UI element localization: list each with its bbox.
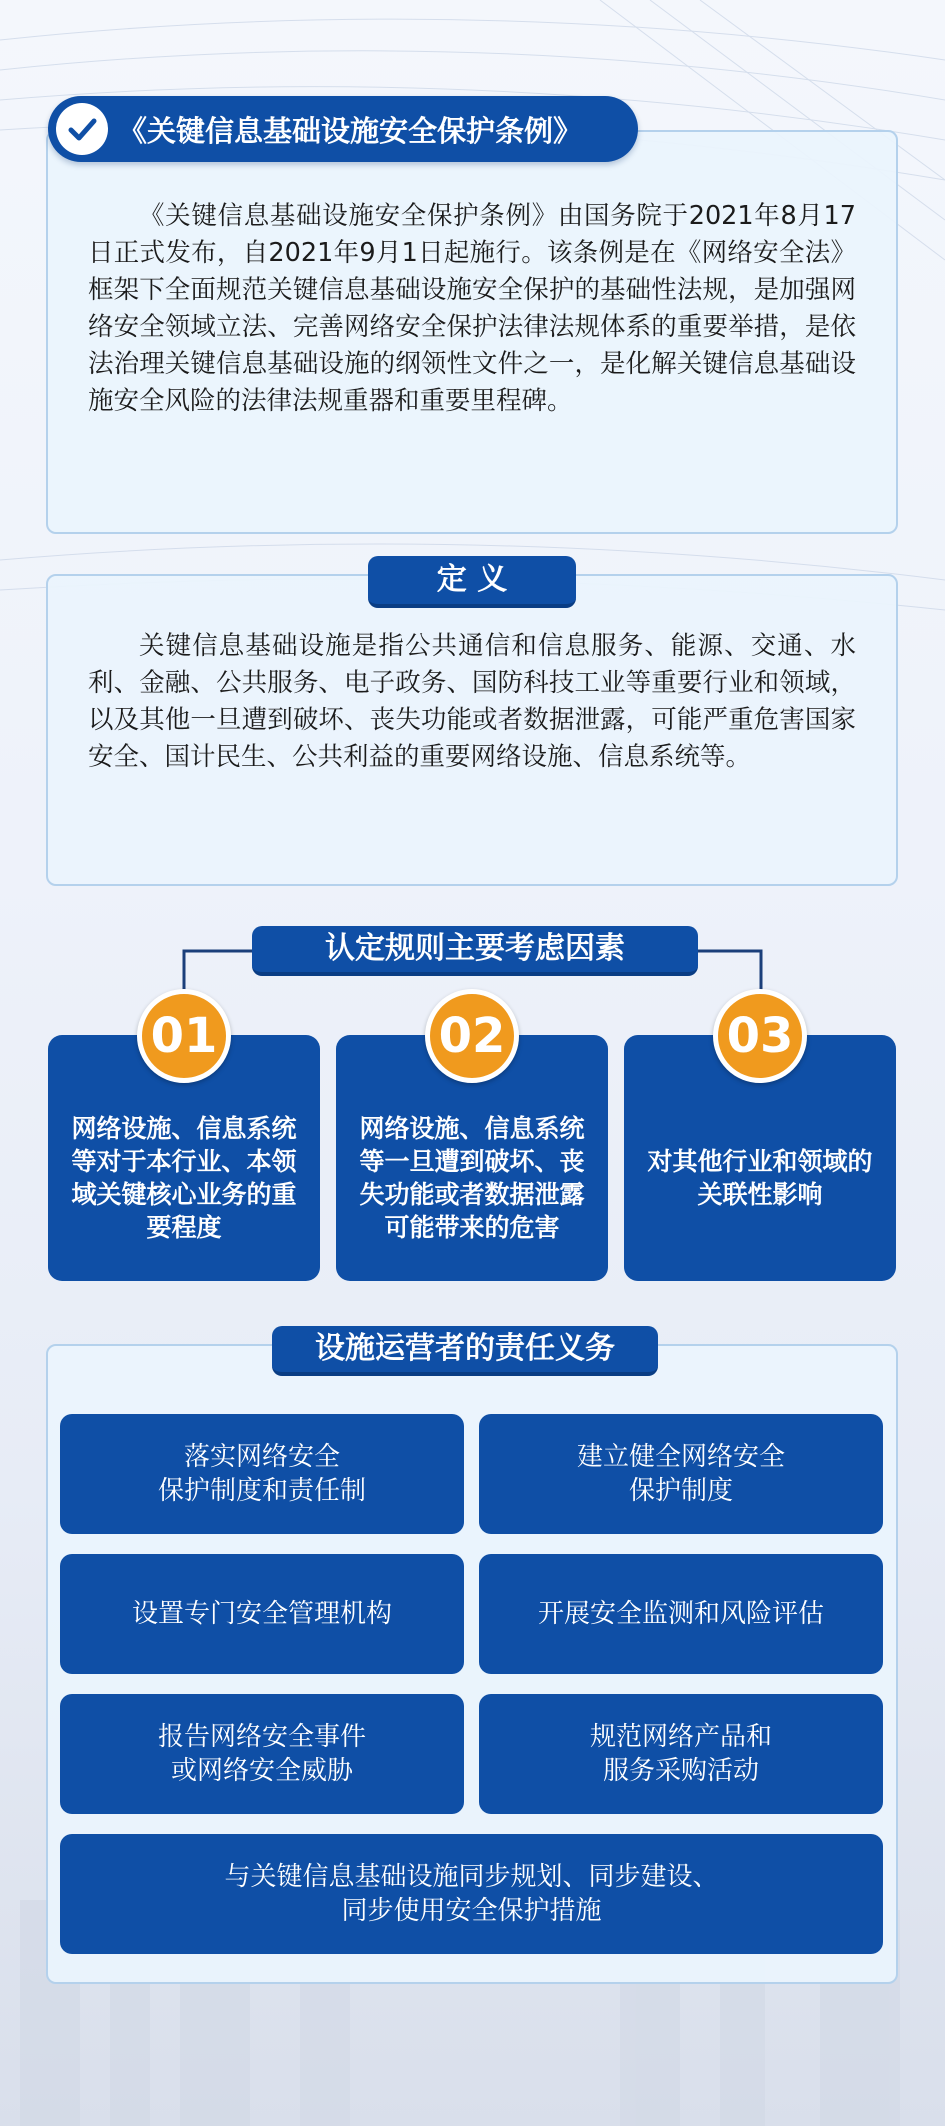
factor-text: 网络设施、信息系统等对于本行业、本领域关键核心业务的重要程度 xyxy=(71,1114,297,1242)
duty-item-6: 规范网络产品和 服务采购活动 xyxy=(479,1694,883,1814)
factor-text: 网络设施、信息系统等一旦遭到破坏、丧失功能或者数据泄露可能带来的危害 xyxy=(359,1114,585,1242)
duty-item-4: 开展安全监测和风险评估 xyxy=(479,1554,883,1674)
duty-item-3: 设置专门安全管理机构 xyxy=(60,1554,464,1674)
factor-number-3: 03 xyxy=(713,989,807,1083)
duty-item-1: 落实网络安全 保护制度和责任制 xyxy=(60,1414,464,1534)
definition-text: 关键信息基础设施是指公共通信和信息服务、能源、交通、水利、金融、公共服务、电子政务、国防科技工业等重要行业和领域，以及其他一旦遭到破坏、丧失功能或者数据泄露，可能严重危害国家安全、国计民生、公共利益的重要网络设施、信息系统等。 xyxy=(88,631,856,772)
check-icon xyxy=(56,103,108,155)
duty-item-7: 与关键信息基础设施同步规划、同步建设、 同步使用安全保护措施 xyxy=(60,1834,883,1954)
definition-title: 定 义 xyxy=(368,556,576,608)
duty-item-2: 建立健全网络安全 保护制度 xyxy=(479,1414,883,1534)
regulation-title: 《关键信息基础设施安全保护条例》 xyxy=(118,113,583,148)
regulation-title-banner xyxy=(48,96,638,162)
regulation-intro-text: 《关键信息基础设施安全保护条例》由国务院于2021年8月17日正式发布，自2021年9月1日起施行。该条例是在《网络安全法》框架下全面规范关键信息基础设施安全保护的基础性法规，是加强网络安全领域立法、完善网络安全保护法律法规体系的重要举措，是依法治理关键信息基础设施的纲领性文件之一，是化解关键信息基础设施安全风险的法律法规重器和重要里程碑。 xyxy=(88,201,856,416)
definition-panel xyxy=(46,574,898,886)
factor-number-2: 02 xyxy=(425,989,519,1083)
factor-number-1: 01 xyxy=(137,989,231,1083)
factors-title: 认定规则主要考虑因素 xyxy=(252,926,698,976)
duty-item-5: 报告网络安全事件 或网络安全威胁 xyxy=(60,1694,464,1814)
factor-text: 对其他行业和领域的关联性影响 xyxy=(647,1147,873,1209)
regulation-intro-panel xyxy=(46,130,898,534)
duties-title: 设施运营者的责任义务 xyxy=(272,1326,658,1376)
